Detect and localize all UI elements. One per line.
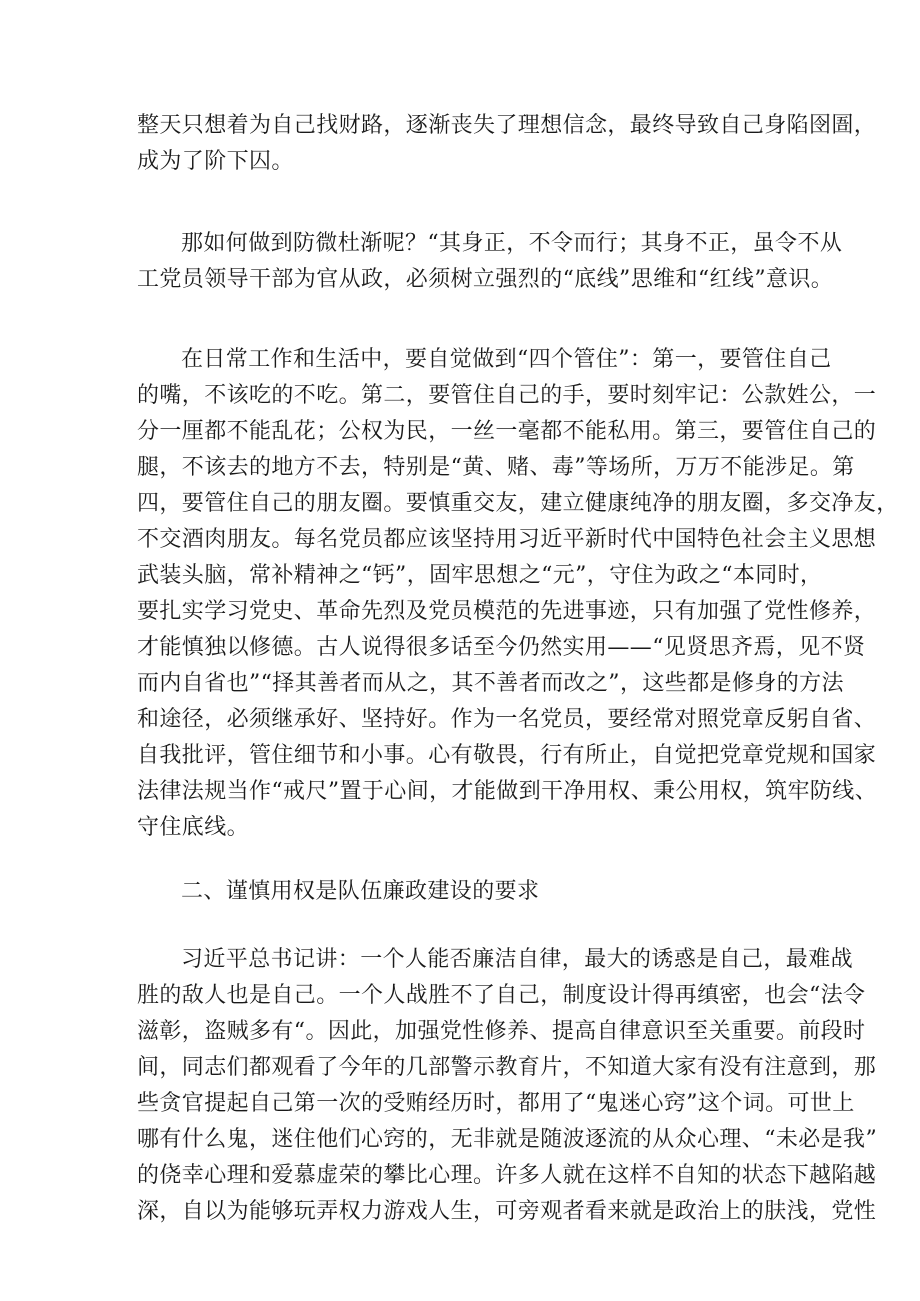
text-line: 而内自省也”“择其善者而从之，其不善者而改之”，这些都是修身的方法 <box>137 671 844 696</box>
text-line: 的侥幸心理和爱慕虚荣的攀比心理。许多人就在这样不自知的状态下越陷越 <box>137 1163 877 1188</box>
text-line: 工党员领导干部为官从政，必须树立强烈的“底线”思维和“红线”意识。 <box>137 267 834 292</box>
text-line: 和途径，必须继承好、坚持好。作为一名党员，要经常对照党章反躬自省、 <box>137 707 877 732</box>
text-line: 深，自以为能够玩弄权力游戏人生，可旁观者看来就是政治上的肤浅，党性 <box>137 1199 877 1224</box>
text-line: 要扎实学习党史、革命先烈及党员模范的先进事迹，只有加强了党性修养， <box>137 599 877 624</box>
text-line: 整天只想着为自己找财路，逐渐丧失了理想信念，最终导致自己身陷囹圄， <box>137 113 877 138</box>
text-line: 法律法规当作“戒尺”置于心间，才能做到干净用权、秉公用权，筑牢防线、 <box>137 779 878 804</box>
text-line: 自我批评，管住细节和小事。心有敬畏，行有所止，自觉把党章党规和国家 <box>137 743 877 768</box>
text-line: 胜的敌人也是自己。一个人战胜不了自己，制度设计得再缜密，也会“法令 <box>137 983 866 1008</box>
text-line: 些贪官提起自己第一次的受贿经历时，都用了“鬼迷心窍”这个词。可世上 <box>137 1091 855 1116</box>
text-line: 四，要管住自己的朋友圈。要慎重交友，建立健康纯净的朋友圈，多交净友， <box>137 491 899 516</box>
text-line: 成为了阶下囚。 <box>137 149 294 174</box>
text-line: 守住底线。 <box>137 815 250 840</box>
text-line: 不交酒肉朋友。每名党员都应该坚持用习近平新时代中国特色社会主义思想 <box>137 527 877 552</box>
text-line: 哪有什么鬼，迷住他们心窍的，无非就是随波逐流的从众心理、“未必是我” <box>137 1127 878 1152</box>
text-line: 那如何做到防微杜渐呢？“其身正，不令而行；其身不正，虽令不从 <box>181 231 843 256</box>
text-line: 在日常工作和生活中，要自觉做到“四个管住”：第一，要管住自己 <box>181 347 832 372</box>
text-line: 的嘴，不该吃的不吃。第二，要管住自己的手，要时刻牢记：公款姓公，一 <box>137 383 877 408</box>
text-line: 武装头脑，常补精神之“钙”，固牢思想之“元”，守住为政之“本同时， <box>137 563 823 588</box>
section-heading: 二、谨慎用权是队伍廉政建设的要求 <box>181 879 540 904</box>
text-line: 间，同志们都观看了今年的几部警示教育片，不知道大家有没有注意到，那 <box>137 1055 877 1080</box>
text-line: 滋彰，盗贼多有“。因此，加强党性修养、提高自律意识至关重要。前段时 <box>137 1019 866 1044</box>
text-line: 习近平总书记讲：一个人能否廉洁自律，最大的诱惑是自己，最难战 <box>181 947 854 972</box>
text-line: 分一厘都不能乱花；公权为民，一丝一毫都不能私用。第三，要管住自己的 <box>137 419 877 444</box>
text-line: 腿，不该去的地方不去，特别是“黄、赌、毒”等场所，万万不能涉足。第 <box>137 455 855 480</box>
text-line: 才能慎独以修德。古人说得很多话至今仍然实用——“见贤思齐焉，见不贤 <box>137 635 866 660</box>
